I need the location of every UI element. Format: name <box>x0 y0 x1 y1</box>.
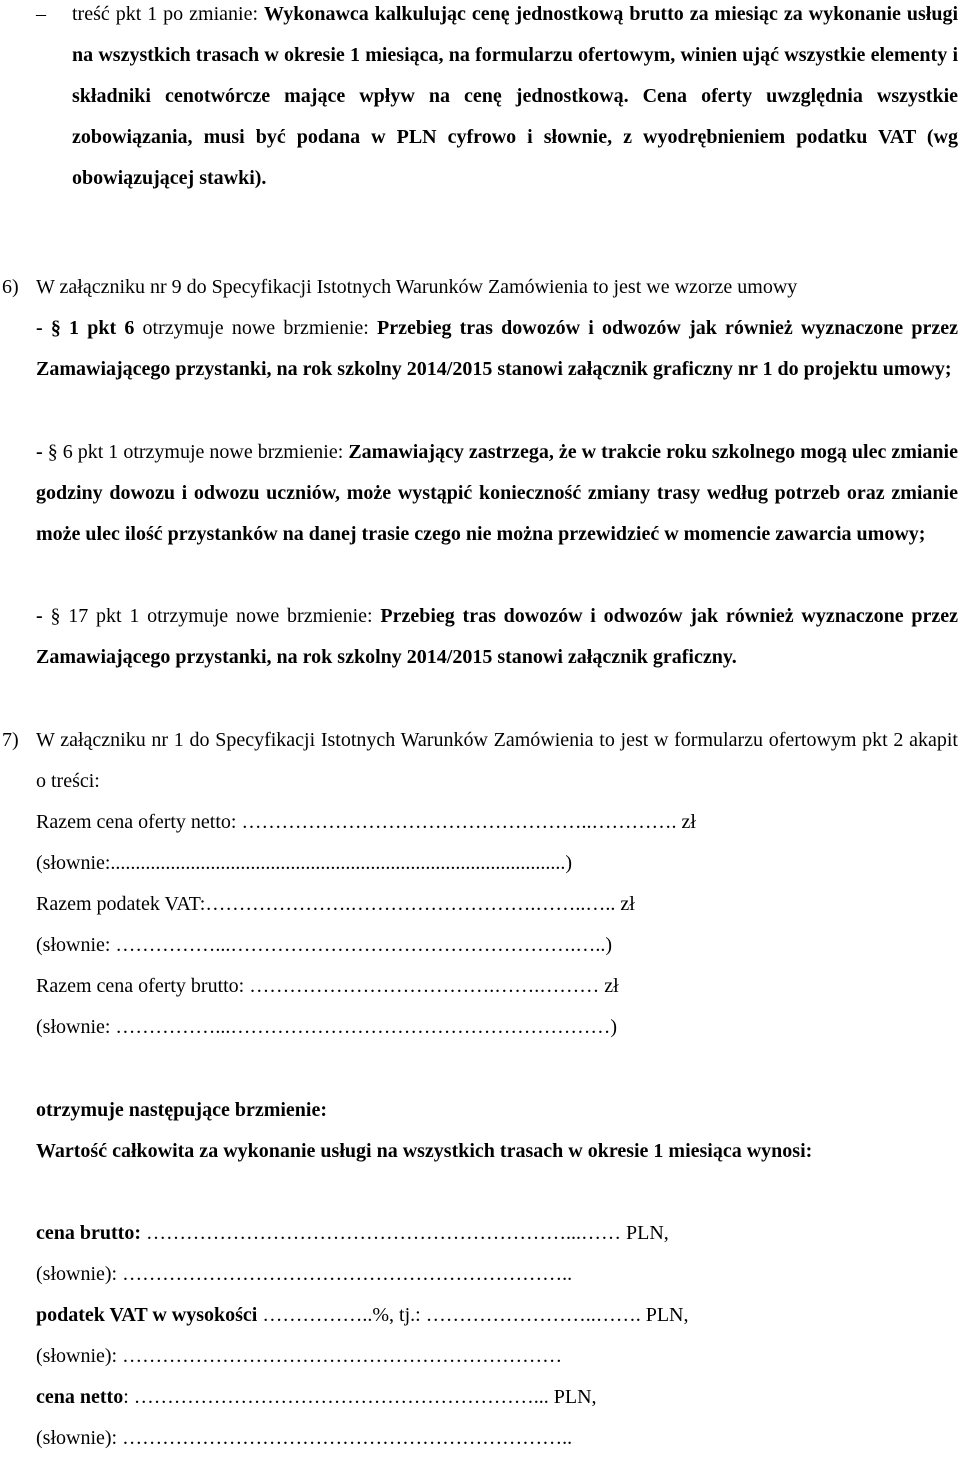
old-line-net-price: Razem cena oferty netto: ……………………………………………..…………. zł <box>36 811 696 833</box>
new-net-rest: : ……………………………………………………... PLN, <box>123 1386 597 1408</box>
item6-change-2 <box>36 432 958 555</box>
item6-intro: W załączniku nr 9 do Specyfikacji Istotnych Warunków Zamówienia to jest we wzorze umowy <box>36 276 798 298</box>
change-1-text: Przebieg tras dowozów i odwozów jak również wyznaczone przez Zamawiającego przystanki, na rok szkolny 2014/2015 stanowi załącznik graficzny nr 1 do projektu umowy; <box>36 317 959 380</box>
item5-paragraph <box>72 0 958 199</box>
new-gross-label: cena brutto: <box>36 1222 141 1244</box>
item7-intro: W załączniku nr 1 do Specyfikacji Istotnych Warunków Zamówienia to jest w formularzu ofertowym pkt 2 akapit o treści: <box>36 729 958 792</box>
new-vat-words: (słownie): ………………………………………………………… <box>36 1345 563 1367</box>
item7-number: 7) <box>2 729 19 751</box>
change-3-dash: - <box>36 605 51 627</box>
new-line-gross-words <box>36 1254 572 1295</box>
old-line-vat: Razem podatek VAT:………………….……………………….……..….. zł <box>36 893 635 915</box>
new-vat-label: podatek VAT w wysokości <box>36 1304 258 1326</box>
new-gross-words: (słownie): ………………………………………………………….. <box>36 1263 573 1285</box>
change-3-verb: otrzymuje nowe brzmienie: <box>139 605 381 627</box>
old-line-net-words: (słownie:...........................................................................................) <box>36 852 573 874</box>
new-line-gross <box>36 1213 669 1254</box>
item6-number: 6) <box>2 276 19 298</box>
change-3-ref: § 17 pkt 1 <box>50 605 140 627</box>
change-2-ref: § 6 pkt 1 <box>47 441 119 463</box>
change-2-dash: - <box>36 441 48 463</box>
new-net-words: (słownie): ………………………………………………………….. <box>36 1427 573 1449</box>
change-1-verb: otrzymuje nowe brzmienie: <box>134 317 378 339</box>
item5-dash: – <box>36 3 46 25</box>
item5-intro: treść pkt 1 po zmianie: <box>72 3 264 25</box>
old-line-vat-words: (słownie: ……………...…………………………………………….…..) <box>36 934 613 956</box>
new-net-label: cena netto <box>36 1386 124 1408</box>
change-1-dash: - <box>36 317 51 339</box>
item6-change-1 <box>36 308 958 390</box>
item6-change-3 <box>36 596 958 678</box>
change-2-text: Zamawiający zastrzega, że w trakcie roku szkolnego mogą ulec zmianie godziny dowozu i odwozu uczniów, może wystąpić konieczność zmiany trasy według potrzeb oraz zmianie może ulec ilość przystanków na danej trasie czego nie można przewidzieć w momencie zawarcia umowy; <box>36 441 958 545</box>
change-1-ref: § 1 pkt 6 <box>50 317 135 339</box>
change-2-verb: otrzymuje nowe brzmienie: <box>118 441 349 463</box>
new-line-net <box>36 1377 597 1418</box>
new-vat-rest: ……………..%, tj.: ……………………..……. PLN, <box>257 1304 689 1326</box>
new-heading-text: otrzymuje następujące brzmienie: <box>36 1099 328 1121</box>
old-line-gross-words: (słownie: ……………...…………………………………………………) <box>36 1016 618 1038</box>
change-3-text: Przebieg tras dowozów i odwozów jak również wyznaczone przez Zamawiającego przystanki, na rok szkolny 2014/2015 stanowi załącznik graficzny. <box>36 605 958 668</box>
new-line-vat <box>36 1295 688 1336</box>
new-intro <box>36 1131 958 1172</box>
new-line-net-words <box>36 1418 572 1459</box>
item5-bold-text: Wykonawca kalkulując cenę jednostkową brutto za miesiąc za wykonanie usługi na wszystkich trasach w okresie 1 miesiąca, na formularzu ofertowym, winien ująć wszystkie elementy i składniki cenotwórcze mające wpływ na cenę jednostkową. Cena oferty uwzględnia wszystkie zobowiązania, musi być podana w PLN cyfrowo i słownie, z wyodrębnieniem podatku VAT (wg obowiązującej stawki). <box>72 3 958 189</box>
new-intro-text: Wartość całkowita za wykonanie usługi na wszystkich trasach w okresie 1 miesiąca wynosi: <box>36 1140 813 1162</box>
new-gross-rest: ………………………………………………………...…… PLN, <box>140 1222 669 1244</box>
new-line-vat-words <box>36 1336 562 1377</box>
old-line-gross-price: Razem cena oferty brutto: ……………………………….…….……… zł <box>36 975 619 997</box>
new-heading <box>36 1090 327 1131</box>
